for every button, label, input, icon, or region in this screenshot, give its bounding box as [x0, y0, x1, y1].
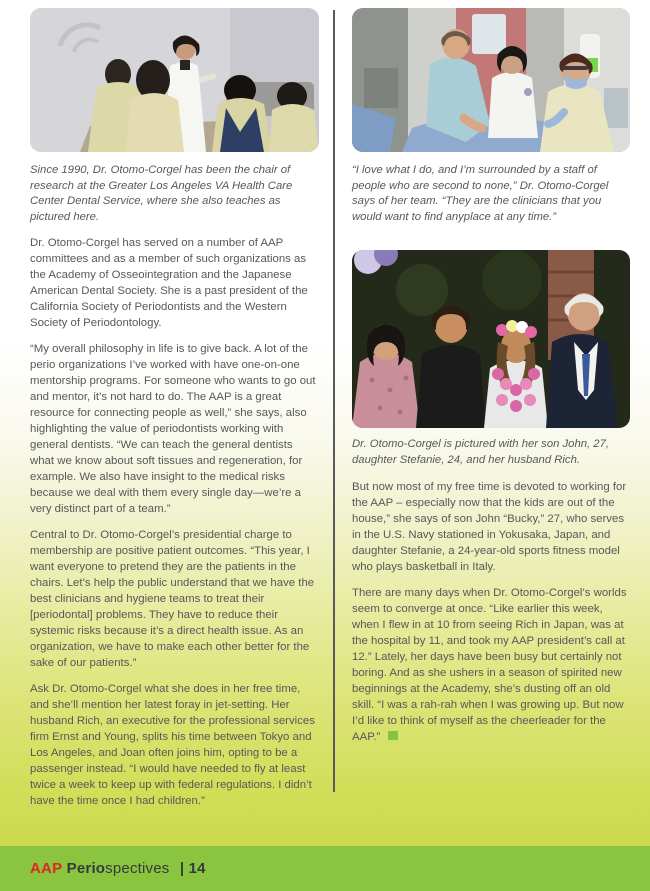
- paragraph: [352, 585, 630, 745]
- paragraph: Ask Dr. Otomo-Corgel what she does in her free time, and she’ll mention her latest foray in jet-setting. Her husband Rich, an executive for the professional services firm Ernst and Young, splits his time between Tokyo and Los Angeles, and Joan often joins him, opting to be a passenger instead. “I would have needed to fly at least twice a week to keep up with federal regulations. I didn’t have the time once I had children.”: [30, 683, 315, 808]
- paragraph: But now most of my free time is devoted to working for the AAP – especially now that the kids are out of the house,” she says of son John “Bucky,” 27, who serves in the U.S. Navy stationed in Yokusaka, Japan, and daughter Stefanie, a 24-year-old sports fitness model who plays basketball in Italy.: [352, 480, 627, 573]
- paragraph-text: There are many days when Dr. Otomo-Corgel’s worlds seem to converge at once. “Like earlier this week, when I flew in at 10 from seeing Rich in Japan, was at the hospital by 11, and took my AAP president’s call at 12.” Lately, her days have been busy but certainly not boring. And as she ushers in a season of spirited new beginnings at the Academy, she’s dusting off an old skill. “I was a rah-rah when I was growing up. But now I’d like to think of myself as the cheerleader for the AAP.”: [352, 586, 627, 743]
- left-photo-caption: Since 1990, Dr. Otomo-Corgel has been the chair of research at the Greater Los Angeles VA Health Care Center Dental Service, where she also teaches as pictured here.: [30, 164, 293, 223]
- family-photo-illustration: [352, 250, 630, 428]
- column-divider-rule: [333, 10, 335, 792]
- brand-perio: Perio: [66, 860, 106, 877]
- classroom-photo-illustration: [30, 8, 319, 152]
- end-of-article-marker: [388, 731, 398, 740]
- footer-brand: [30, 860, 206, 877]
- clinic-photo-illustration: [352, 8, 630, 152]
- page-number: | 14: [179, 860, 206, 877]
- classroom-teaching-photo: [30, 8, 319, 152]
- clinic-procedure-photo: [352, 8, 630, 152]
- family-photo: [352, 250, 630, 428]
- page-footer: [0, 846, 650, 891]
- paragraph: Central to Dr. Otomo-Corgel’s presidential charge to membership are positive patient outcomes. “This year, I want everyone to pretend they are the patients in the chairs. Let’s help the public understand that we have the best clinicians and hygiene teams to treat their [periodontal] problems. They have to reduce their systemic risks because it’s a direct health issue. As an organization, we have to make each other better for the sake of our patients.”: [30, 529, 315, 670]
- brand-spectives: spectives: [105, 860, 170, 877]
- family-photo-caption: Dr. Otomo-Corgel is pictured with her son John, 27, daughter Stefanie, 24, and her husband Rich.: [352, 438, 610, 466]
- paragraph: Dr. Otomo-Corgel has served on a number of AAP committees and as a member of such organizations as the Academy of Osseointegration and the Japanese American Dental Society. She is a past president of the California Society of Periodontists and the Western Society of Periodontology.: [30, 237, 308, 330]
- brand-aap: AAP: [30, 860, 63, 877]
- left-column: [30, 8, 319, 819]
- right-photo-caption: “I love what I do, and I’m surrounded by a staff of people who are second to none,” Dr. Otomo-Corgel says of her team. “They are the clinicians that you would want to find anyplace at any time.”: [352, 164, 609, 223]
- right-column: [352, 8, 630, 755]
- paragraph: “My overall philosophy in life is to give back. A lot of the perio organizations I’ve worked with have one-on-one mentorship programs. For someone who wants to go out and mentor, it’s not hard to do. The AAP is a great resource for connecting people as well,” she says, also highlighting the value of periodontists working with general dentists. “We can teach the general dentists what we know about soft tissues and regeneration, for example. We also have insight to the medical risks because we deal with them every single day—we’re a very distinct part of a team.”: [30, 343, 316, 516]
